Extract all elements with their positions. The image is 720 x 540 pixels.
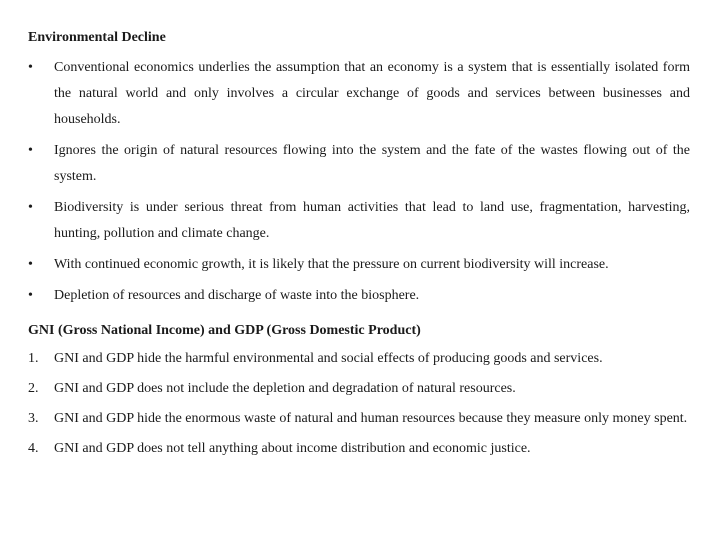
list-item xyxy=(28,195,690,247)
document-page xyxy=(28,28,690,466)
list-item-text: With continued economic growth, it is likely that the pressure on current biodiversity will increase. xyxy=(54,257,609,272)
list-item xyxy=(28,55,690,133)
list-item-text: GNI and GDP does not include the depletion and degradation of natural resources. xyxy=(54,381,516,396)
list-item xyxy=(28,283,690,309)
list-item xyxy=(28,252,690,278)
list-item-text: Ignores the origin of natural resources flowing into the system and the fate of the wastes flowing out of the system. xyxy=(54,143,690,184)
item-number: 2. xyxy=(28,381,39,396)
list-item-text: GNI and GDP hide the enormous waste of natural and human resources because they measure only money spent. xyxy=(54,411,688,426)
list-item-text: GNI and GDP hide the harmful environmental and social effects of producing goods and services. xyxy=(54,351,603,366)
item-number: 4. xyxy=(28,441,39,456)
list-item-text: GNI and GDP does not tell anything about income distribution and economic justice. xyxy=(54,441,531,456)
bullet-marker: • xyxy=(28,200,33,215)
list-item-text: Biodiversity is under serious threat from human activities that lead to land use, fragmentation, harvesting, hunting, pollution and climate change. xyxy=(54,200,690,241)
bullet-list xyxy=(28,55,690,309)
bullet-marker: • xyxy=(28,143,33,158)
bullet-marker: • xyxy=(28,257,33,272)
list-item xyxy=(28,436,690,462)
numbered-list xyxy=(28,346,690,462)
list-item xyxy=(28,138,690,190)
list-item xyxy=(28,346,690,372)
section-heading-gni-gdp: GNI (Gross National Income) and GDP (Gross Domestic Product) xyxy=(28,323,421,338)
list-item xyxy=(28,406,690,432)
item-number: 3. xyxy=(28,411,39,426)
list-item-text: Conventional economics underlies the assumption that an economy is a system that is essentially isolated form the natural world and only involves a circular exchange of goods and services between businesses and households. xyxy=(54,60,690,127)
list-item xyxy=(28,376,690,402)
item-number: 1. xyxy=(28,351,39,366)
bullet-marker: • xyxy=(28,288,33,303)
section-heading-environmental-decline: Environmental Decline xyxy=(28,30,166,45)
bullet-marker: • xyxy=(28,60,33,75)
list-item-text: Depletion of resources and discharge of waste into the biosphere. xyxy=(54,288,420,303)
